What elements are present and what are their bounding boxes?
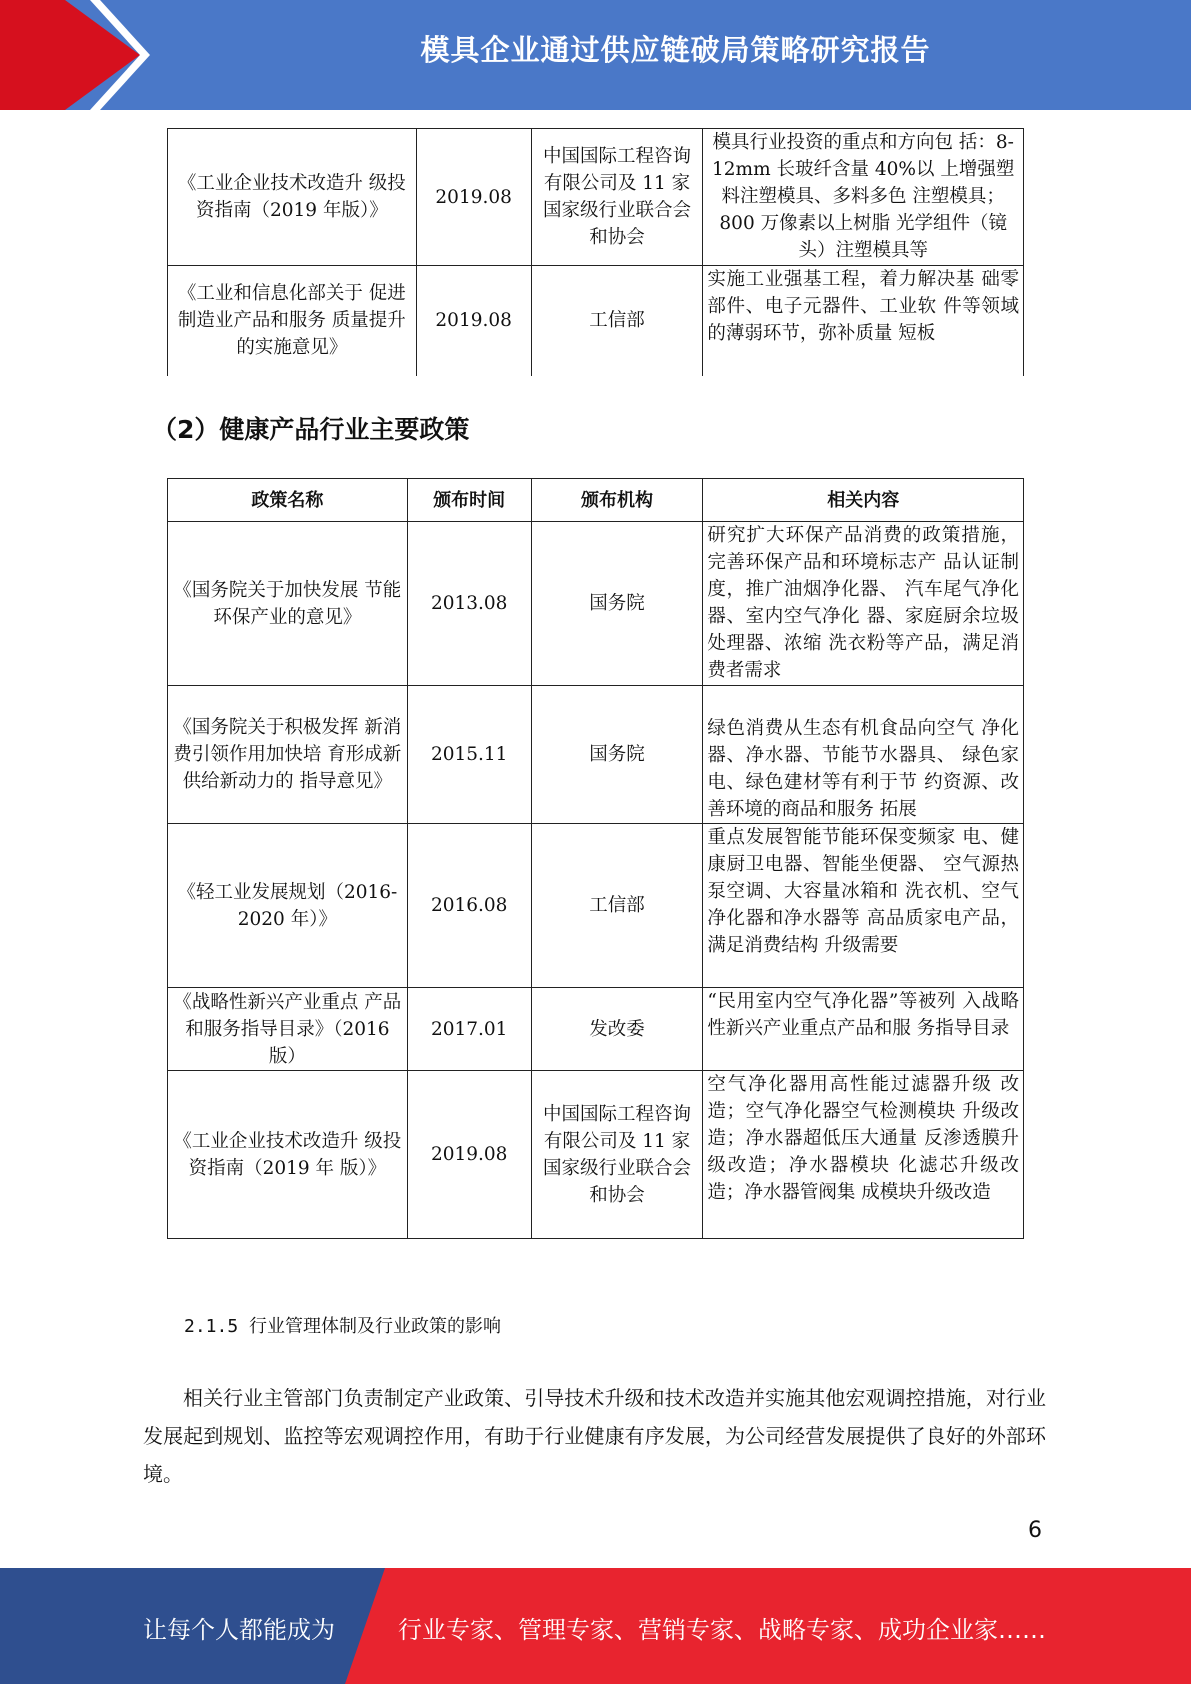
table-row [168, 266, 1024, 376]
policy-content-cell: 重点发展智能节能环保变频家 电、健康厨卫电器、智能坐便器、 空气源热泵空调、大容量冰箱和 洗衣机、空气净化器和净水器等 高品质家电产品，满足消费结构 升级需要 [703, 824, 1024, 988]
policy-org-cell: 工信部 [531, 824, 703, 988]
policy-date-cell: 2019.08 [416, 266, 531, 376]
column-header: 政策名称 [168, 479, 408, 522]
policy-org-cell: 国务院 [531, 686, 703, 824]
policy-org-cell: 发改委 [531, 988, 703, 1071]
body-paragraph: 相关行业主管部门负责制定产业政策、引导技术升级和技术改造并实施其他宏观调控措施，对行业发展起到规划、监控等宏观调控作用，有助于行业健康有序发展，为公司经营发展提供了良好的外部环境。 [143, 1386, 1046, 1486]
policy-content-cell: 研究扩大环保产品消费的政策措施，完善环保产品和环境标志产 品认证制度，推广油烟净化器、 汽车尾气净化器、室内空气净化 器、家庭厨余垃圾处理器、浓缩 洗衣粉等产品，满足消费者需求 [703, 522, 1024, 686]
policy-content-cell: 实施工业强基工程，着力解决基 础零部件、电子元器件、工业软 件等领域的薄弱环节，弥补质量 短板 [703, 266, 1024, 376]
policy-content-cell: 空气净化器用高性能过滤器升级 改造；空气净化器空气检测模块 升级改造；净水器超低压大通量 反渗透膜升级改造；净水器模块 化滤芯升级改造；净水器管阀集 成模块升级改造 [703, 1071, 1024, 1239]
policy-content-cell: “民用室内空气净化器”等被列 入战略性新兴产业重点产品和服 务指导目录 [703, 988, 1024, 1071]
policy-name-cell: 《轻工业发展规划（2016-2020 年）》 [168, 824, 408, 988]
table-row [168, 1071, 1024, 1239]
policy-org-cell: 中国国际工程咨询有限公司及 11 家国家级行业联合会和协会 [531, 1071, 703, 1239]
policy-table-continued [167, 128, 1024, 376]
header-arrow-graphic [0, 0, 160, 110]
table-row [168, 824, 1024, 988]
policy-date-cell: 2019.08 [416, 129, 531, 266]
policy-name-cell: 《工业和信息化部关于 促进制造业产品和服务 质量提升的实施意见》 [168, 266, 417, 376]
table-header-row [168, 479, 1024, 522]
policy-date-cell: 2013.08 [407, 522, 531, 686]
column-header: 颁布时间 [407, 479, 531, 522]
policy-content-cell: 模具行业投资的重点和方向包 括：8-12mm 长玻纤含量 40%以 上增强塑料注塑模具、多料多色 注塑模具；800 万像素以上树脂 光学组件（镜头）注塑模具等 [703, 129, 1024, 266]
footer-slogan-roles: 行业专家、管理专家、营销专家、战略专家、成功企业家…… [398, 1616, 1046, 1644]
footer-slogan-lead: 让每个人都能成为 [143, 1616, 335, 1644]
policy-name-cell: 《战略性新兴产业重点 产品和服务指导目录》（2016 版） [168, 988, 408, 1071]
table-row [168, 129, 1024, 266]
policy-org-cell: 工信部 [531, 266, 703, 376]
policy-date-cell: 2015.11 [407, 686, 531, 824]
policy-org-cell: 国务院 [531, 522, 703, 686]
policy-date-cell: 2019.08 [407, 1071, 531, 1239]
page-number: 6 [1028, 1518, 1042, 1543]
policy-date-cell: 2017.01 [407, 988, 531, 1071]
health-products-policy-table [167, 478, 1024, 1239]
policy-name-cell: 《工业企业技术改造升 级投资指南（2019 年 版）》 [168, 1071, 408, 1239]
section-title: （2）健康产品行业主要政策 [152, 415, 470, 444]
subsection-heading: 2.1.5 行业管理体制及行业政策的影响 [184, 1316, 502, 1337]
table-row [168, 522, 1024, 686]
page-footer [0, 1568, 1191, 1684]
policy-name-cell: 《国务院关于积极发挥 新消费引领作用加快培 育形成新供给新动力的 指导意见》 [168, 686, 408, 824]
policy-date-cell: 2016.08 [407, 824, 531, 988]
table-row [168, 988, 1024, 1071]
document-title: 模具企业通过供应链破局策略研究报告 [420, 33, 931, 67]
policy-org-cell: 中国国际工程咨询有限公司及 11 家国家级行业联合会和协会 [531, 129, 703, 266]
table-row [168, 686, 1024, 824]
column-header: 颁布机构 [531, 479, 703, 522]
policy-name-cell: 《国务院关于加快发展 节能环保产业的意见》 [168, 522, 408, 686]
column-header: 相关内容 [703, 479, 1024, 522]
policy-content-cell: 绿色消费从生态有机食品向空气 净化器、净水器、节能节水器具、 绿色家电、绿色建材等有利于节 约资源、改善环境的商品和服务 拓展 [703, 686, 1024, 824]
page-header [0, 0, 1191, 110]
policy-name-cell: 《工业企业技术改造升 级投资指南（2019 年版）》 [168, 129, 417, 266]
